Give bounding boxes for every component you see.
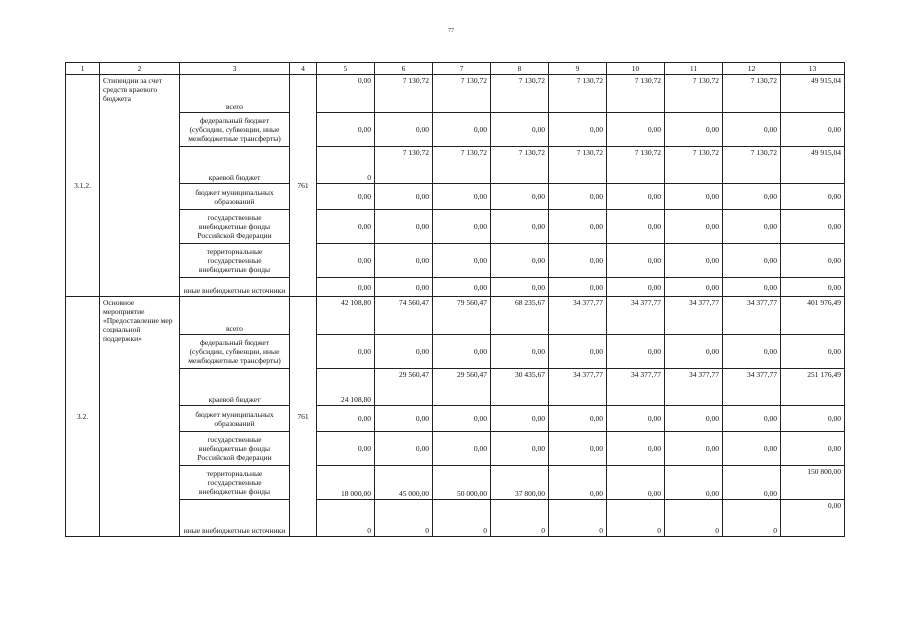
value-cell: 0,00 [549, 210, 607, 244]
value-cell: 0,00 [317, 278, 375, 297]
value-cell: 7 130,72 [723, 75, 781, 113]
funding-source: краевой бюджет [180, 147, 290, 184]
value-cell: 0,00 [317, 406, 375, 432]
value-cell: 0,00 [549, 406, 607, 432]
value-cell: 0,00 [607, 466, 665, 500]
value-cell: 0,00 [433, 432, 491, 466]
funding-source: иные внебюджетные источники [180, 500, 290, 537]
value-cell: 0,00 [317, 244, 375, 278]
value-cell: 34 377,77 [549, 369, 607, 406]
value-cell: 0 [549, 500, 607, 537]
funding-source: всего [180, 297, 290, 335]
value-cell: 34 377,77 [665, 297, 723, 335]
value-cell: 29 560,47 [433, 369, 491, 406]
value-cell: 150 800,00 [781, 466, 845, 500]
value-cell: 0 [317, 147, 375, 184]
table-body [66, 63, 845, 537]
value-cell: 34 377,77 [607, 369, 665, 406]
value-cell: 0,00 [723, 210, 781, 244]
value-cell: 0,00 [607, 406, 665, 432]
value-cell: 0,00 [317, 113, 375, 147]
value-cell: 0,00 [781, 432, 845, 466]
header-cell: 4 [290, 63, 317, 75]
value-cell: 0,00 [665, 184, 723, 210]
funding-source: территориальные государственные внебюджетные фонды [180, 466, 290, 500]
value-cell: 0,00 [665, 466, 723, 500]
section-name: Основное мероприятие «Предоставление мер социальной поддержки» [100, 297, 180, 537]
value-cell: 0,00 [607, 335, 665, 369]
table-row [66, 75, 845, 113]
value-cell: 0,00 [549, 432, 607, 466]
value-cell: 0,00 [375, 278, 433, 297]
funding-source: иные внебюджетные источники [180, 278, 290, 297]
table-row [66, 278, 845, 297]
value-cell: 0,00 [375, 210, 433, 244]
value-cell: 0,00 [665, 335, 723, 369]
value-cell: 0 [665, 500, 723, 537]
value-cell: 0,00 [549, 466, 607, 500]
value-cell: 7 130,72 [607, 75, 665, 113]
value-cell: 0 [433, 500, 491, 537]
value-cell: 0,00 [723, 335, 781, 369]
value-cell: 0,00 [607, 113, 665, 147]
page-number: 77 [448, 28, 454, 34]
value-cell: 0,00 [317, 432, 375, 466]
value-cell: 34 377,77 [607, 297, 665, 335]
value-cell: 0,00 [781, 244, 845, 278]
header-cell: 6 [375, 63, 433, 75]
value-cell: 0,00 [491, 278, 549, 297]
value-cell: 0,00 [491, 184, 549, 210]
value-cell: 0,00 [549, 244, 607, 278]
value-cell: 0,00 [433, 244, 491, 278]
value-cell: 0,00 [549, 335, 607, 369]
value-cell: 7 130,72 [375, 147, 433, 184]
value-cell: 0,00 [491, 335, 549, 369]
table-row [66, 432, 845, 466]
header-cell: 1 [66, 63, 100, 75]
value-cell: 0,00 [781, 500, 845, 537]
value-cell: 7 130,72 [549, 75, 607, 113]
value-cell: 0,00 [723, 113, 781, 147]
section-code: 3.1.2. [66, 75, 100, 297]
header-cell: 10 [607, 63, 665, 75]
value-cell: 7 130,72 [607, 147, 665, 184]
value-cell: 0,00 [665, 244, 723, 278]
value-cell: 0,00 [375, 184, 433, 210]
funding-source: федеральный бюджет (субсидии, субвенции, иные межбюджетные трансферты) [180, 113, 290, 147]
value-cell: 0,00 [607, 432, 665, 466]
value-cell: 0,00 [607, 184, 665, 210]
value-cell: 49 915,04 [781, 75, 845, 113]
value-cell: 7 130,72 [723, 147, 781, 184]
value-cell: 0,00 [491, 244, 549, 278]
header-cell: 12 [723, 63, 781, 75]
header-cell: 3 [180, 63, 290, 75]
table-row [66, 335, 845, 369]
funding-source: государственные внебюджетные фонды Российской Федерации [180, 432, 290, 466]
value-cell: 0,00 [607, 244, 665, 278]
value-cell: 0,00 [665, 432, 723, 466]
value-cell: 0,00 [781, 113, 845, 147]
funding-source: всего [180, 75, 290, 113]
value-cell: 0,00 [665, 113, 723, 147]
value-cell: 0,00 [375, 113, 433, 147]
value-cell: 0,00 [491, 113, 549, 147]
table-row [66, 113, 845, 147]
value-cell: 0,00 [723, 406, 781, 432]
value-cell: 30 435,67 [491, 369, 549, 406]
value-cell: 49 915,04 [781, 147, 845, 184]
value-cell: 0 [723, 500, 781, 537]
funding-source: бюджет муниципальных образований [180, 406, 290, 432]
funding-source: бюджет муниципальных образований [180, 184, 290, 210]
grbs-code: 761 [290, 75, 317, 297]
funding-source: краевой бюджет [180, 369, 290, 406]
header-cell: 2 [100, 63, 180, 75]
value-cell: 0,00 [433, 210, 491, 244]
value-cell: 7 130,72 [433, 75, 491, 113]
value-cell: 34 377,77 [723, 369, 781, 406]
value-cell: 0,00 [723, 466, 781, 500]
value-cell: 0,00 [549, 184, 607, 210]
value-cell: 7 130,72 [491, 75, 549, 113]
value-cell: 18 000,00 [317, 466, 375, 500]
value-cell: 0,00 [723, 278, 781, 297]
value-cell: 0,00 [607, 210, 665, 244]
table-row [66, 297, 845, 335]
value-cell: 0,00 [433, 335, 491, 369]
value-cell: 34 377,77 [549, 297, 607, 335]
value-cell: 0,00 [317, 210, 375, 244]
section-name: Стипендии за счет средств краевого бюджета [100, 75, 180, 297]
section-code: 3.2. [66, 297, 100, 537]
value-cell: 7 130,72 [433, 147, 491, 184]
value-cell: 0,00 [375, 335, 433, 369]
value-cell: 0,00 [665, 278, 723, 297]
table-row [66, 184, 845, 210]
value-cell: 0,00 [665, 210, 723, 244]
value-cell: 0,00 [781, 406, 845, 432]
table-row [66, 500, 845, 537]
value-cell: 7 130,72 [491, 147, 549, 184]
header-cell: 8 [491, 63, 549, 75]
value-cell: 50 000,00 [433, 466, 491, 500]
value-cell: 7 130,72 [665, 75, 723, 113]
value-cell: 0,00 [375, 244, 433, 278]
table-row [66, 147, 845, 184]
header-row [66, 63, 845, 75]
budget-table [65, 62, 845, 537]
value-cell: 42 108,80 [317, 297, 375, 335]
value-cell: 401 976,49 [781, 297, 845, 335]
value-cell: 0,00 [491, 406, 549, 432]
value-cell: 0,00 [549, 113, 607, 147]
value-cell: 0,00 [433, 278, 491, 297]
value-cell: 24 108,80 [317, 369, 375, 406]
value-cell: 79 560,47 [433, 297, 491, 335]
value-cell: 0 [317, 500, 375, 537]
value-cell: 0,00 [433, 406, 491, 432]
value-cell: 7 130,72 [665, 147, 723, 184]
value-cell: 0,00 [781, 210, 845, 244]
value-cell: 251 176,49 [781, 369, 845, 406]
value-cell: 0,00 [433, 113, 491, 147]
value-cell: 34 377,77 [723, 297, 781, 335]
funding-source: территориальные государственные внебюджетные фонды [180, 244, 290, 278]
value-cell: 0,00 [723, 244, 781, 278]
value-cell: 0,00 [781, 184, 845, 210]
value-cell: 0,00 [433, 184, 491, 210]
value-cell: 0,00 [375, 406, 433, 432]
header-cell: 13 [781, 63, 845, 75]
value-cell: 0,00 [549, 278, 607, 297]
funding-source: федеральный бюджет (субсидии, субвенции, иные межбюджетные трансферты) [180, 335, 290, 369]
grbs-code: 761 [290, 297, 317, 537]
table-row [66, 466, 845, 500]
header-cell: 5 [317, 63, 375, 75]
value-cell: 0,00 [317, 75, 375, 113]
value-cell: 0,00 [317, 335, 375, 369]
value-cell: 0,00 [781, 335, 845, 369]
header-cell: 9 [549, 63, 607, 75]
header-cell: 7 [433, 63, 491, 75]
header-cell: 11 [665, 63, 723, 75]
value-cell: 34 377,77 [665, 369, 723, 406]
value-cell: 0,00 [375, 432, 433, 466]
value-cell: 7 130,72 [375, 75, 433, 113]
value-cell: 0,00 [607, 278, 665, 297]
value-cell: 7 130,72 [549, 147, 607, 184]
value-cell: 0 [491, 500, 549, 537]
table-row [66, 406, 845, 432]
value-cell: 0 [607, 500, 665, 537]
funding-source: государственные внебюджетные фонды Российской Федерации [180, 210, 290, 244]
value-cell: 0,00 [723, 184, 781, 210]
value-cell: 0,00 [317, 184, 375, 210]
value-cell: 0,00 [491, 432, 549, 466]
value-cell: 29 560,47 [375, 369, 433, 406]
value-cell: 68 235,67 [491, 297, 549, 335]
table-row [66, 210, 845, 244]
value-cell: 0,00 [665, 406, 723, 432]
value-cell: 0 [375, 500, 433, 537]
value-cell: 0,00 [723, 432, 781, 466]
value-cell: 37 800,00 [491, 466, 549, 500]
value-cell: 0,00 [491, 210, 549, 244]
value-cell: 74 560,47 [375, 297, 433, 335]
value-cell: 0,00 [781, 278, 845, 297]
value-cell: 45 000,00 [375, 466, 433, 500]
table-row [66, 244, 845, 278]
table-row [66, 369, 845, 406]
